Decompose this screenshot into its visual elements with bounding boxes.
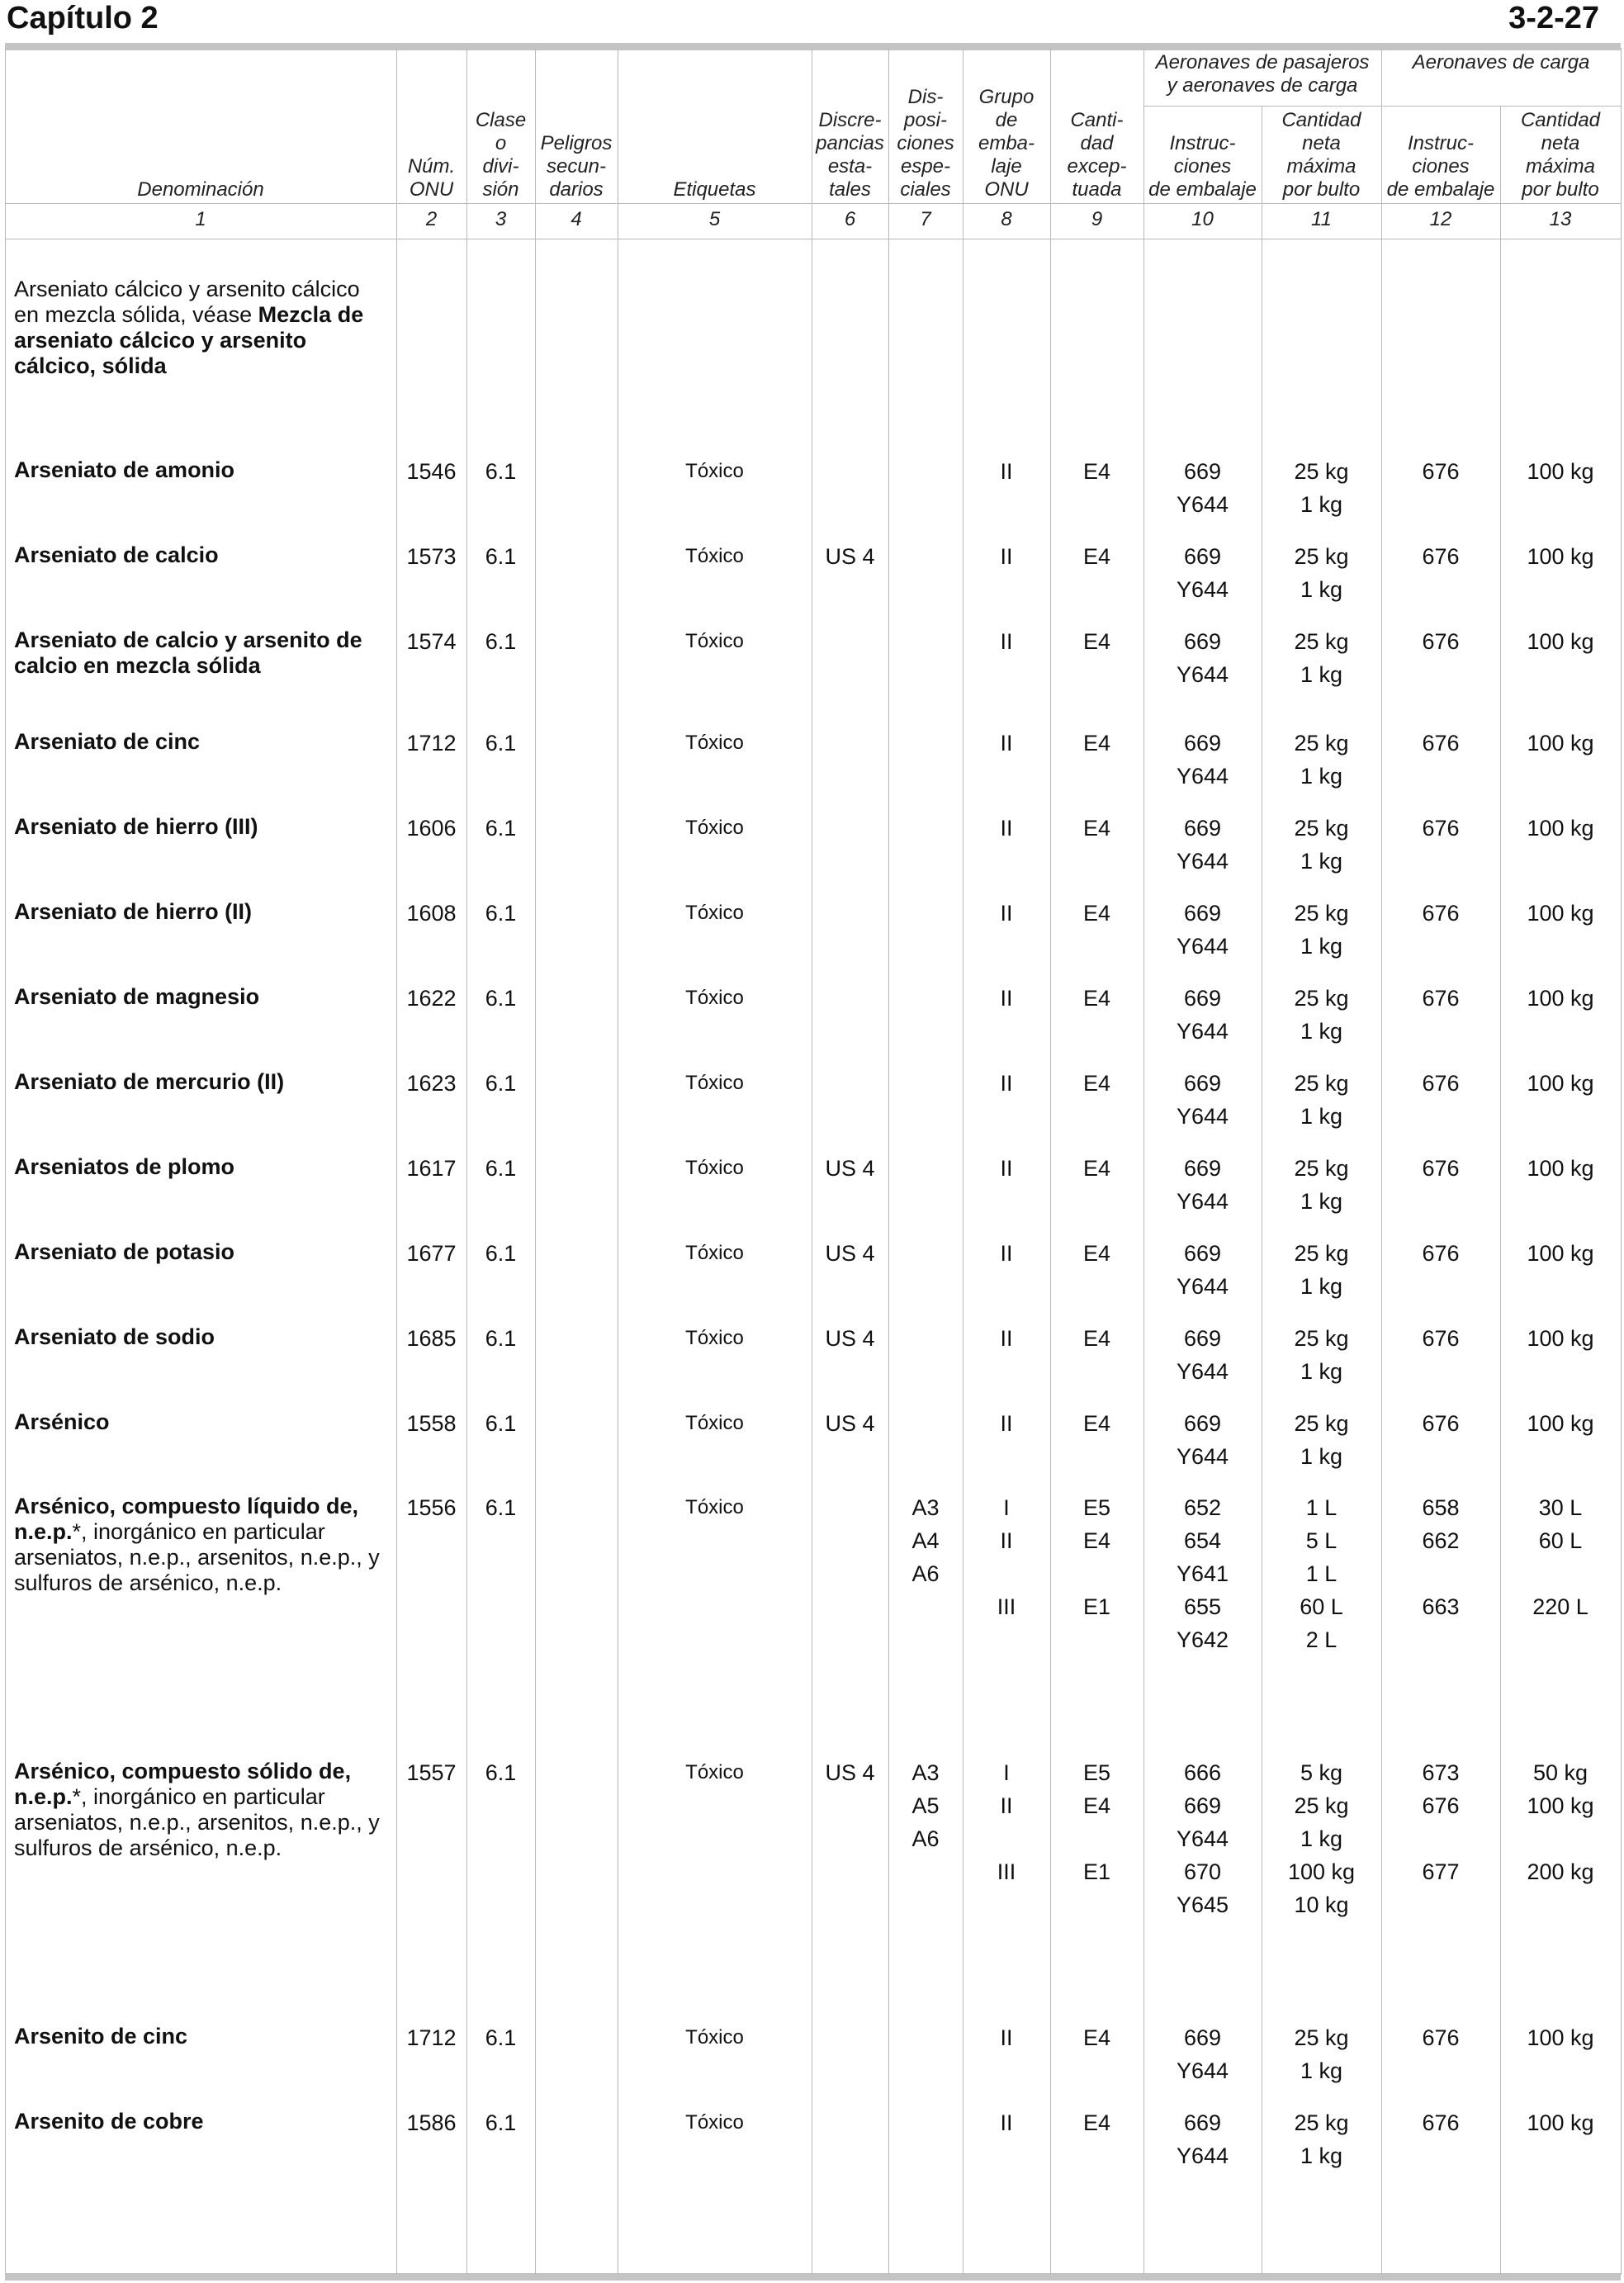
un-number: 1712 — [406, 731, 457, 755]
class-division: 6.1 — [485, 459, 517, 484]
max-quantity-passenger: 25 kg 1 kg — [1294, 1241, 1349, 1299]
packing-instruction-cargo: 673 676 677 — [1422, 1760, 1460, 1884]
substance-name — [14, 1154, 390, 1180]
excepted-quantity: E4 — [1082, 901, 1111, 926]
name-description: , inorgánico en particular arseniatos, n.e.p., arsenitos, n.e.p., y sulfuros de arsénico, n.e.p. — [14, 1519, 380, 1595]
packing-group: II — [1000, 2110, 1013, 2135]
max-quantity-cargo: 100 kg — [1527, 544, 1594, 569]
packing-instruction-passenger: 669 Y644 — [1176, 1326, 1229, 1384]
name-bold: Arseniato de calcio y arsenito de calcio en mezcla sólida — [14, 628, 362, 678]
max-quantity-passenger: 25 kg 1 kg — [1294, 629, 1349, 687]
max-quantity-passenger: 25 kg 1 kg — [1294, 1156, 1349, 1214]
column-header-etiquetas: Etiquetas — [673, 178, 756, 201]
column-number: 6 — [844, 208, 856, 230]
un-number: 1574 — [406, 629, 457, 654]
packing-instruction-passenger: 669 Y644 — [1176, 2025, 1229, 2083]
max-quantity-cargo: 100 kg — [1527, 629, 1594, 654]
packing-group: II — [1000, 2025, 1013, 2050]
max-quantity-passenger: 25 kg 1 kg — [1294, 2025, 1349, 2083]
class-division: 6.1 — [485, 731, 517, 755]
class-division: 6.1 — [485, 1760, 517, 1785]
column-header-cantidad-pasajeros: Cantidad neta máxima por bulto — [1281, 109, 1361, 201]
column-number: 2 — [425, 208, 438, 230]
name-bold: Arsénico — [14, 1409, 110, 1434]
max-quantity-cargo: 100 kg — [1527, 901, 1594, 926]
class-division: 6.1 — [485, 2110, 517, 2135]
column-number: 1 — [195, 208, 206, 230]
label-text: Tóxico — [685, 1761, 744, 1783]
label-text: Tóxico — [685, 1327, 744, 1349]
substance-name — [14, 628, 390, 679]
packing-instruction-cargo: 676 — [1422, 1071, 1460, 1096]
column-header-num-onu: Núm. ONU — [407, 155, 456, 201]
un-number: 1685 — [406, 1326, 457, 1351]
name-bold: Arsénico, compuesto sólido de, n.e.p. — [14, 1759, 352, 1809]
un-number: 1623 — [406, 1071, 457, 1096]
class-division: 6.1 — [485, 1326, 517, 1351]
column-number: 4 — [571, 208, 582, 230]
group-header-cargo: Aeronaves de carga — [1412, 51, 1590, 73]
un-number: 1557 — [406, 1760, 457, 1785]
column-number: 5 — [708, 208, 721, 230]
label-text: Tóxico — [685, 1242, 744, 1264]
excepted-quantity: E5 E4 E1 — [1082, 1760, 1111, 1884]
class-division: 6.1 — [485, 2025, 517, 2050]
excepted-quantity: E4 — [1082, 1411, 1111, 1436]
un-number: 1586 — [406, 2110, 457, 2135]
excepted-quantity: E4 — [1082, 816, 1111, 841]
packing-group: II — [1000, 816, 1013, 841]
substance-name — [14, 1409, 390, 1435]
label-text: Tóxico — [685, 1072, 744, 1094]
un-number: 1546 — [406, 459, 457, 484]
packing-instruction-cargo: 676 — [1422, 986, 1460, 1011]
class-division: 6.1 — [485, 1411, 517, 1436]
class-division: 6.1 — [485, 901, 517, 926]
packing-instruction-cargo: 676 — [1422, 1411, 1460, 1436]
max-quantity-passenger: 25 kg 1 kg — [1294, 544, 1349, 602]
name-bold: Arseniato de amonio — [14, 457, 235, 482]
packing-group: II — [1000, 731, 1013, 755]
excepted-quantity: E4 — [1082, 544, 1111, 569]
substance-name — [14, 1069, 390, 1095]
packing-instruction-passenger: 666 669 Y644 670 Y645 — [1176, 1760, 1229, 1917]
substance-name — [14, 277, 390, 379]
packing-instruction-passenger: 669 Y644 — [1176, 986, 1229, 1044]
packing-instruction-cargo: 676 — [1422, 459, 1460, 484]
substance-name — [14, 457, 390, 483]
max-quantity-cargo: 50 kg 100 kg 200 kg — [1527, 1760, 1594, 1884]
name-bold: Arsenito de cobre — [14, 2109, 204, 2134]
max-quantity-passenger: 25 kg 1 kg — [1294, 459, 1349, 517]
max-quantity-cargo: 30 L 60 L 220 L — [1532, 1495, 1588, 1619]
max-quantity-cargo: 100 kg — [1527, 731, 1594, 755]
state-variation: US 4 — [825, 1241, 875, 1266]
packing-instruction-passenger: 669 Y644 — [1176, 1156, 1229, 1214]
max-quantity-cargo: 100 kg — [1527, 1326, 1594, 1351]
label-text: Tóxico — [685, 1412, 744, 1434]
column-number: 13 — [1549, 208, 1572, 230]
label-text: Tóxico — [685, 1157, 744, 1179]
class-division: 6.1 — [485, 544, 517, 569]
column-number: 11 — [1311, 208, 1332, 230]
class-division: 6.1 — [485, 1241, 517, 1266]
name-text: Arseniato cálcico y arsenito cálcico en mezcla sólida, véase — [14, 277, 360, 327]
class-division: 6.1 — [485, 1156, 517, 1181]
max-quantity-cargo: 100 kg — [1527, 816, 1594, 841]
packing-group: I II III — [997, 1495, 1016, 1619]
column-number: 7 — [920, 208, 931, 230]
max-quantity-passenger: 25 kg 1 kg — [1294, 816, 1349, 874]
name-description: , inorgánico en particular arseniatos, n.e.p., arsenitos, n.e.p., y sulfuros de arsénico, n.e.p. — [14, 1784, 380, 1860]
substance-name — [14, 1759, 390, 1861]
excepted-quantity: E4 — [1082, 2025, 1111, 2050]
name-asterisk: * — [72, 1784, 82, 1809]
substance-name — [14, 542, 390, 568]
class-division: 6.1 — [485, 816, 517, 841]
state-variation: US 4 — [825, 1326, 875, 1351]
packing-instruction-passenger: 669 Y644 — [1176, 459, 1229, 517]
name-bold: Arseniato de hierro (II) — [14, 899, 253, 924]
packing-instruction-cargo: 676 — [1422, 1326, 1460, 1351]
max-quantity-passenger: 25 kg 1 kg — [1294, 1071, 1349, 1129]
un-number: 1606 — [406, 816, 457, 841]
packing-instruction-cargo: 676 — [1422, 629, 1460, 654]
label-text: Tóxico — [685, 630, 744, 652]
state-variation: US 4 — [825, 1156, 875, 1181]
un-number: 1617 — [406, 1156, 457, 1181]
substance-name — [14, 814, 390, 840]
packing-group: I II III — [997, 1760, 1016, 1884]
column-header-discrepancias-estatales: Discre- pancias esta- tales — [816, 109, 884, 201]
packing-instruction-cargo: 676 — [1422, 1156, 1460, 1181]
packing-instruction-cargo: 676 — [1422, 2110, 1460, 2135]
label-text: Tóxico — [685, 902, 744, 924]
excepted-quantity: E4 — [1082, 1071, 1111, 1096]
column-header-denominacion: Denominación — [137, 178, 264, 201]
un-number: 1608 — [406, 901, 457, 926]
name-bold: Arseniato de hierro (III) — [14, 814, 258, 839]
excepted-quantity: E4 — [1082, 1326, 1111, 1351]
name-bold: Arseniato de sodio — [14, 1324, 215, 1349]
packing-instruction-passenger: 669 Y644 — [1176, 544, 1229, 602]
label-text: Tóxico — [685, 732, 744, 754]
column-header-instrucciones-pasajeros: Instruc- ciones de embalaje — [1148, 132, 1257, 201]
packing-instruction-cargo: 676 — [1422, 731, 1460, 755]
name-bold: Arseniato de calcio — [14, 542, 219, 567]
max-quantity-passenger: 1 L 5 L 1 L 60 L 2 L — [1300, 1495, 1343, 1652]
label-text: Tóxico — [685, 545, 744, 567]
packing-instruction-passenger: 669 Y644 — [1176, 1071, 1229, 1129]
max-quantity-cargo: 100 kg — [1527, 1241, 1594, 1266]
table-border — [5, 48, 6, 2275]
column-header-disposiciones-especiales: Dis- posi- ciones espe- ciales — [897, 86, 954, 201]
substance-name — [14, 2109, 390, 2134]
column-header-cantidad-carga: Cantidad neta máxima por bulto — [1520, 109, 1601, 201]
packing-instruction-cargo: 676 — [1422, 816, 1460, 841]
packing-group: II — [1000, 459, 1013, 484]
bottom-rule — [5, 2273, 1621, 2281]
packing-instruction-cargo: 676 — [1422, 544, 1460, 569]
column-divider — [1500, 106, 1501, 2275]
label-text: Tóxico — [685, 2111, 744, 2134]
label-text: Tóxico — [685, 2026, 744, 2049]
group-header-rule — [1143, 106, 1621, 107]
column-divider — [888, 48, 889, 2275]
excepted-quantity: E4 — [1082, 986, 1111, 1011]
packing-instruction-passenger: 669 Y644 — [1176, 1411, 1229, 1469]
substance-name — [14, 984, 390, 1010]
max-quantity-cargo: 100 kg — [1527, 459, 1594, 484]
page-header — [0, 0, 1624, 50]
un-number: 1556 — [406, 1495, 457, 1520]
label-text: Tóxico — [685, 817, 744, 839]
column-header-clase: Clase o divi- sión — [475, 109, 527, 201]
excepted-quantity: E4 — [1082, 1241, 1111, 1266]
un-number: 1712 — [406, 2025, 457, 2050]
class-division: 6.1 — [485, 629, 517, 654]
un-number: 1558 — [406, 1411, 457, 1436]
page-number: 3-2-27 — [1508, 1, 1599, 36]
packing-instruction-passenger: 669 Y644 — [1176, 1241, 1229, 1299]
excepted-quantity: E4 — [1082, 629, 1111, 654]
max-quantity-cargo: 100 kg — [1527, 1411, 1594, 1436]
un-number: 1573 — [406, 544, 457, 569]
label-text: Tóxico — [685, 460, 744, 482]
packing-instruction-cargo: 676 — [1422, 901, 1460, 926]
un-number: 1677 — [406, 1241, 457, 1266]
max-quantity-passenger: 25 kg 1 kg — [1294, 2110, 1349, 2168]
special-provisions: A3 A5 A6 — [911, 1760, 940, 1851]
substance-name — [14, 1239, 390, 1265]
state-variation: US 4 — [825, 1760, 875, 1785]
name-bold: Arseniato de mercurio (II) — [14, 1069, 285, 1094]
packing-group: II — [1000, 1071, 1013, 1096]
name-bold: Arsenito de cinc — [14, 2024, 188, 2049]
un-number: 1622 — [406, 986, 457, 1011]
excepted-quantity: E4 — [1082, 1156, 1111, 1181]
label-text: Tóxico — [685, 1496, 744, 1518]
packing-instruction-passenger: 669 Y644 — [1176, 816, 1229, 874]
packing-group: II — [1000, 1241, 1013, 1266]
name-cross-reference: Mezcla de arseniato cálcico y arsenito cálcico, sólida — [14, 302, 364, 378]
packing-group: II — [1000, 544, 1013, 569]
packing-instruction-cargo: 658 662 663 — [1422, 1495, 1460, 1619]
packing-group: II — [1000, 986, 1013, 1011]
packing-instruction-passenger: 669 Y644 — [1176, 629, 1229, 687]
max-quantity-passenger: 25 kg 1 kg — [1294, 1411, 1349, 1469]
substance-name — [14, 2024, 390, 2049]
column-divider — [535, 48, 536, 2275]
max-quantity-cargo: 100 kg — [1527, 2110, 1594, 2135]
name-bold: Arseniato de cinc — [14, 729, 201, 754]
max-quantity-passenger: 25 kg 1 kg — [1294, 986, 1349, 1044]
column-number: 3 — [495, 208, 507, 230]
column-header-grupo-embalaje: Grupo de emba- laje ONU — [978, 86, 1035, 201]
packing-instruction-cargo: 676 — [1422, 2025, 1460, 2050]
class-division: 6.1 — [485, 986, 517, 1011]
packing-group: II — [1000, 1156, 1013, 1181]
name-asterisk: * — [72, 1519, 82, 1544]
column-header-peligros-secundarios: Peligros secun- darios — [540, 132, 613, 201]
excepted-quantity: E4 — [1082, 2110, 1111, 2135]
table-border — [1621, 48, 1622, 2275]
special-provisions: A3 A4 A6 — [911, 1495, 940, 1586]
packing-instruction-passenger: 669 Y644 — [1176, 901, 1229, 959]
excepted-quantity: E4 — [1082, 459, 1111, 484]
packing-group: II — [1000, 629, 1013, 654]
substance-name — [14, 1494, 390, 1596]
packing-instruction-passenger: 669 Y644 — [1176, 731, 1229, 789]
column-number: 10 — [1191, 208, 1214, 230]
column-header-cantidad-exceptuada: Canti- dad excep- tuada — [1067, 109, 1127, 201]
packing-group: II — [1000, 901, 1013, 926]
packing-group: II — [1000, 1326, 1013, 1351]
excepted-quantity: E5 E4 E1 — [1082, 1495, 1111, 1619]
label-text: Tóxico — [685, 987, 744, 1009]
column-number: 9 — [1091, 208, 1103, 230]
max-quantity-passenger: 25 kg 1 kg — [1294, 1326, 1349, 1384]
state-variation: US 4 — [825, 1411, 875, 1436]
column-header-instrucciones-carga: Instruc- ciones de embalaje — [1386, 132, 1495, 201]
max-quantity-passenger: 5 kg 25 kg 1 kg 100 kg 10 kg — [1287, 1760, 1356, 1917]
packing-instruction-cargo: 676 — [1422, 1241, 1460, 1266]
substance-name — [14, 729, 390, 755]
max-quantity-passenger: 25 kg 1 kg — [1294, 731, 1349, 789]
header-rule — [5, 203, 1621, 204]
class-division: 6.1 — [485, 1071, 517, 1096]
name-bold: Arsénico, compuesto líquido de, n.e.p. — [14, 1494, 359, 1544]
group-header-passenger: Aeronaves de pasajeros y aeronaves de carga — [1155, 51, 1370, 97]
name-bold: Arseniato de potasio — [14, 1239, 235, 1264]
excepted-quantity: E4 — [1082, 731, 1111, 755]
packing-instruction-passenger: 669 Y644 — [1176, 2110, 1229, 2168]
column-number: 12 — [1429, 208, 1452, 230]
max-quantity-passenger: 25 kg 1 kg — [1294, 901, 1349, 959]
chapter-title: Capítulo 2 — [7, 1, 159, 36]
packing-instruction-passenger: 652 654 Y641 655 Y642 — [1176, 1495, 1229, 1652]
class-division: 6.1 — [485, 1495, 517, 1520]
column-number: 8 — [1001, 208, 1012, 230]
packing-group: II — [1000, 1411, 1013, 1436]
max-quantity-cargo: 100 kg — [1527, 1071, 1594, 1096]
name-bold: Arseniato de magnesio — [14, 984, 260, 1009]
max-quantity-cargo: 100 kg — [1527, 2025, 1594, 2050]
max-quantity-cargo: 100 kg — [1527, 1156, 1594, 1181]
state-variation: US 4 — [825, 544, 875, 569]
substance-name — [14, 1324, 390, 1350]
max-quantity-cargo: 100 kg — [1527, 986, 1594, 1011]
substance-name — [14, 899, 390, 925]
name-bold: Arseniatos de plomo — [14, 1154, 235, 1179]
